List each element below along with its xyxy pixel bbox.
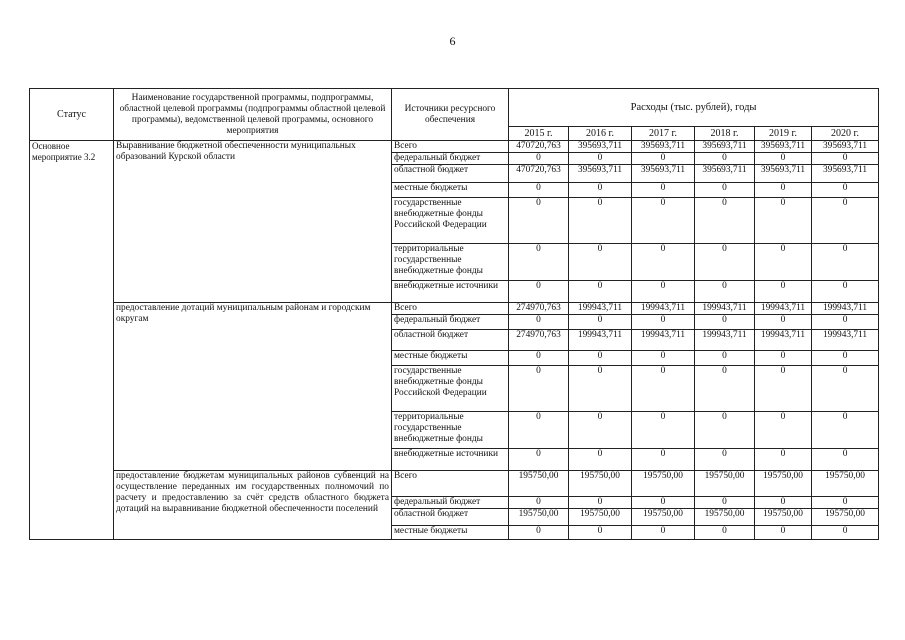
measure-name: предоставление дотаций муниципальным районам и городским округам: [114, 303, 392, 471]
value-cell: 0: [695, 351, 755, 366]
measure-name: Выравнивание бюджетной обеспеченности муниципальных образований Курской области: [114, 141, 392, 303]
value-cell: 0: [812, 366, 879, 412]
value-cell: 0: [569, 351, 632, 366]
value-cell: 395693,711: [755, 165, 812, 183]
value-cell: 0: [569, 526, 632, 540]
value-cell: 0: [812, 153, 879, 165]
source-cell: внебюджетные источники: [392, 449, 509, 471]
value-cell: 395693,711: [812, 141, 879, 153]
value-cell: 0: [812, 351, 879, 366]
value-cell: 0: [755, 315, 812, 330]
value-cell: 195750,00: [695, 509, 755, 526]
value-cell: 0: [695, 153, 755, 165]
source-cell: федеральный бюджет: [392, 315, 509, 330]
header-year: 2015 г.: [509, 127, 569, 141]
header-status: Статус: [30, 89, 114, 141]
value-cell: 0: [695, 183, 755, 198]
value-cell: 0: [695, 526, 755, 540]
source-cell: федеральный бюджет: [392, 153, 509, 165]
value-cell: 195750,00: [812, 471, 879, 497]
value-cell: 0: [812, 497, 879, 509]
source-cell: внебюджетные источники: [392, 281, 509, 303]
source-cell: территориальные государственные внебюджетные фонды: [392, 244, 509, 281]
header-name: Наименование государственной программы, подпрограммы, областной целевой программы (подпрограммы областной целевой программы), ведомственной целевой программы, основного мероприятия: [114, 89, 392, 141]
source-cell: местные бюджеты: [392, 351, 509, 366]
value-cell: 395693,711: [755, 141, 812, 153]
source-cell: областной бюджет: [392, 509, 509, 526]
value-cell: 0: [569, 497, 632, 509]
value-cell: 0: [755, 244, 812, 281]
value-cell: 0: [632, 366, 695, 412]
measure-name: предоставление бюджетам муниципальных районов субвенций на осуществление переданных им государственных полномочий по расчету и предоставлению за счёт средств областного бюджета дотаций на выравнивание бюджетной обеспеченности поселений: [114, 471, 392, 540]
source-cell: федеральный бюджет: [392, 497, 509, 509]
value-cell: 0: [812, 449, 879, 471]
value-cell: 0: [695, 412, 755, 449]
value-cell: 395693,711: [569, 165, 632, 183]
value-cell: 0: [812, 315, 879, 330]
header-year: 2019 г.: [755, 127, 812, 141]
value-cell: 395693,711: [695, 165, 755, 183]
value-cell: 0: [509, 244, 569, 281]
value-cell: 0: [509, 526, 569, 540]
value-cell: 199943,711: [632, 303, 695, 315]
value-cell: 0: [569, 183, 632, 198]
value-cell: 199943,711: [755, 330, 812, 351]
value-cell: 0: [812, 412, 879, 449]
source-cell: территориальные государственные внебюджетные фонды: [392, 412, 509, 449]
value-cell: 0: [569, 198, 632, 244]
value-cell: 0: [509, 449, 569, 471]
value-cell: 0: [632, 412, 695, 449]
value-cell: 0: [632, 526, 695, 540]
value-cell: 0: [632, 497, 695, 509]
table-row: [30, 303, 879, 315]
value-cell: 0: [812, 198, 879, 244]
value-cell: 0: [569, 412, 632, 449]
value-cell: 395693,711: [632, 141, 695, 153]
value-cell: 0: [509, 281, 569, 303]
value-cell: 395693,711: [569, 141, 632, 153]
value-cell: 395693,711: [632, 165, 695, 183]
value-cell: 195750,00: [569, 471, 632, 497]
value-cell: 199943,711: [569, 303, 632, 315]
table-row: [30, 471, 879, 497]
header-expenses: Расходы (тыс. рублей), годы: [509, 89, 879, 127]
value-cell: 0: [509, 351, 569, 366]
value-cell: 0: [632, 449, 695, 471]
value-cell: 274970,763: [509, 330, 569, 351]
value-cell: 0: [632, 281, 695, 303]
source-cell: государственные внебюджетные фонды Российской Федерации: [392, 198, 509, 244]
value-cell: 0: [695, 449, 755, 471]
value-cell: 0: [569, 366, 632, 412]
value-cell: 195750,00: [509, 509, 569, 526]
value-cell: 0: [569, 315, 632, 330]
value-cell: 0: [755, 412, 812, 449]
value-cell: 0: [632, 315, 695, 330]
value-cell: 0: [695, 497, 755, 509]
value-cell: 0: [812, 526, 879, 540]
value-cell: 395693,711: [695, 141, 755, 153]
value-cell: 195750,00: [695, 471, 755, 497]
value-cell: 0: [509, 412, 569, 449]
value-cell: 0: [755, 351, 812, 366]
header-sources: Источники ресурсного обеспечения: [392, 89, 509, 141]
source-cell: Всего: [392, 303, 509, 315]
value-cell: 0: [695, 198, 755, 244]
value-cell: 199943,711: [569, 330, 632, 351]
value-cell: 195750,00: [755, 471, 812, 497]
value-cell: 0: [755, 153, 812, 165]
value-cell: 195750,00: [632, 509, 695, 526]
value-cell: 0: [755, 526, 812, 540]
header-year: 2018 г.: [695, 127, 755, 141]
source-cell: Всего: [392, 141, 509, 153]
value-cell: 199943,711: [812, 303, 879, 315]
source-cell: областной бюджет: [392, 165, 509, 183]
value-cell: 195750,00: [569, 509, 632, 526]
value-cell: 0: [695, 244, 755, 281]
value-cell: 0: [755, 198, 812, 244]
header-year: 2020 г.: [812, 127, 879, 141]
page-number: 6: [449, 34, 456, 48]
value-cell: 199943,711: [695, 303, 755, 315]
value-cell: 0: [569, 244, 632, 281]
source-cell: местные бюджеты: [392, 526, 509, 540]
value-cell: 195750,00: [632, 471, 695, 497]
value-cell: 0: [812, 183, 879, 198]
value-cell: 0: [632, 153, 695, 165]
source-cell: областной бюджет: [392, 330, 509, 351]
source-cell: Всего: [392, 471, 509, 497]
source-cell: государственные внебюджетные фонды Российской Федерации: [392, 366, 509, 412]
value-cell: 274970,763: [509, 303, 569, 315]
value-cell: 0: [695, 315, 755, 330]
value-cell: 0: [755, 497, 812, 509]
value-cell: 0: [569, 281, 632, 303]
status-cell: Основное мероприятие 3.2: [30, 141, 114, 540]
header-year: 2016 г.: [569, 127, 632, 141]
value-cell: 195750,00: [812, 509, 879, 526]
value-cell: 395693,711: [812, 165, 879, 183]
value-cell: 0: [509, 366, 569, 412]
value-cell: 0: [755, 366, 812, 412]
source-cell: местные бюджеты: [392, 183, 509, 198]
value-cell: 0: [755, 281, 812, 303]
value-cell: 0: [509, 198, 569, 244]
value-cell: 199943,711: [755, 303, 812, 315]
value-cell: 470720,763: [509, 165, 569, 183]
value-cell: 195750,00: [755, 509, 812, 526]
value-cell: 470720,763: [509, 141, 569, 153]
value-cell: 0: [695, 281, 755, 303]
budget-table: [29, 88, 879, 540]
value-cell: 0: [509, 153, 569, 165]
value-cell: 0: [632, 183, 695, 198]
value-cell: 0: [569, 449, 632, 471]
value-cell: 0: [695, 366, 755, 412]
value-cell: 0: [755, 183, 812, 198]
value-cell: 195750,00: [509, 471, 569, 497]
value-cell: 0: [509, 183, 569, 198]
value-cell: 0: [509, 315, 569, 330]
value-cell: 0: [509, 497, 569, 509]
table-row: [30, 141, 879, 153]
value-cell: 199943,711: [632, 330, 695, 351]
value-cell: 0: [812, 281, 879, 303]
value-cell: 0: [755, 449, 812, 471]
value-cell: 199943,711: [812, 330, 879, 351]
header-year: 2017 г.: [632, 127, 695, 141]
value-cell: 0: [812, 244, 879, 281]
value-cell: 0: [569, 153, 632, 165]
value-cell: 199943,711: [695, 330, 755, 351]
value-cell: 0: [632, 351, 695, 366]
value-cell: 0: [632, 244, 695, 281]
value-cell: 0: [632, 198, 695, 244]
